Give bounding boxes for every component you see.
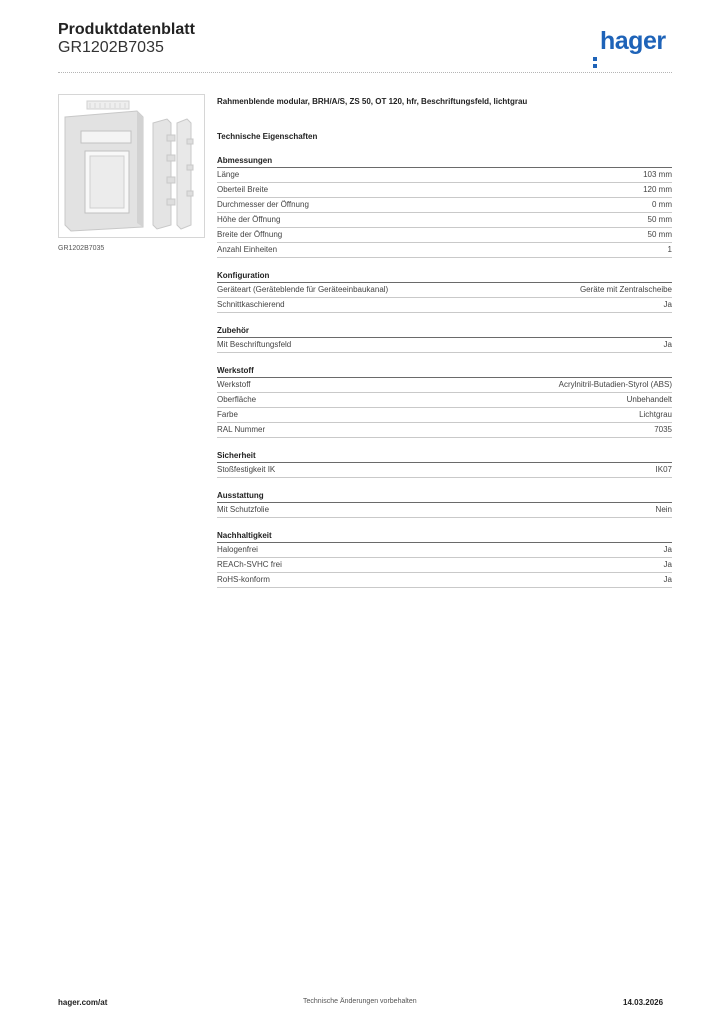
product-details (217, 95, 672, 588)
property-label: Höhe der Öffnung (217, 215, 281, 224)
logo-text: hager (600, 27, 666, 55)
property-label: Schnittkaschierend (217, 300, 285, 309)
section-title: Konfiguration (217, 270, 672, 283)
property-row (217, 408, 672, 423)
property-value: Unbehandelt (626, 395, 672, 404)
property-value: Lichtgrau (639, 410, 672, 419)
property-row (217, 573, 672, 588)
property-row (217, 183, 672, 198)
property-row (217, 198, 672, 213)
property-section (217, 490, 672, 518)
property-label: REACh-SVHC frei (217, 560, 282, 569)
property-sections (217, 155, 672, 588)
property-value: 7035 (654, 425, 672, 434)
footer-date: 14.03.2026 (623, 998, 664, 1007)
property-value: Ja (663, 560, 672, 569)
property-value: Nein (655, 505, 672, 514)
property-label: Stoßfestigkeit IK (217, 465, 276, 474)
property-value: 103 mm (643, 170, 672, 179)
property-value: Ja (663, 575, 672, 584)
property-value: IK07 (655, 465, 672, 474)
section-title: Zubehör (217, 325, 672, 338)
property-label: RoHS-konform (217, 575, 270, 584)
property-value: 50 mm (647, 215, 672, 224)
property-label: RAL Nummer (217, 425, 266, 434)
product-description: Rahmenblende modular, BRH/A/S, ZS 50, OT 120, hfr, Beschriftungsfeld, lichtgrau (217, 97, 528, 106)
property-row (217, 168, 672, 183)
footer-website-link[interactable]: hager.com/at (58, 998, 108, 1007)
property-value: 0 mm (652, 200, 672, 209)
property-row (217, 503, 672, 518)
property-row (217, 378, 672, 393)
property-label: Durchmesser der Öffnung (217, 200, 309, 209)
document-title: Produktdatenblatt (58, 21, 195, 38)
property-label: Länge (217, 170, 240, 179)
property-value: Ja (663, 340, 672, 349)
property-row (217, 228, 672, 243)
technical-properties-heading: Technische Eigenschaften (217, 132, 318, 141)
property-label: Breite der Öffnung (217, 230, 283, 239)
property-value: 1 (667, 245, 672, 254)
footer-notice: Technische Änderungen vorbehalten (303, 998, 417, 1005)
property-row (217, 558, 672, 573)
property-row (217, 338, 672, 353)
property-label: Mit Schutzfolie (217, 505, 270, 514)
property-value: Ja (663, 545, 672, 554)
property-row (217, 283, 672, 298)
property-section (217, 270, 672, 313)
hager-logo[interactable] (593, 27, 666, 56)
property-label: Farbe (217, 410, 238, 419)
property-row (217, 543, 672, 558)
property-section (217, 325, 672, 353)
property-label: Oberfläche (217, 395, 257, 404)
property-label: Mit Beschriftungsfeld (217, 340, 292, 349)
property-label: Geräteart (Geräteblende für Geräteeinbaukanal) (217, 285, 389, 294)
property-value: 50 mm (647, 230, 672, 239)
section-title: Ausstattung (217, 490, 672, 503)
article-number: GR1202B7035 (58, 39, 164, 56)
property-section (217, 450, 672, 478)
property-label: Halogenfrei (217, 545, 258, 554)
section-title: Nachhaltigkeit (217, 530, 672, 543)
property-value: Acrylnitril-Butadien-Styrol (ABS) (558, 380, 672, 389)
header-divider (58, 72, 672, 73)
property-label: Werkstoff (217, 380, 251, 389)
property-value: Ja (663, 300, 672, 309)
property-row (217, 463, 672, 478)
property-section (217, 155, 672, 258)
property-row (217, 423, 672, 438)
property-section (217, 530, 672, 588)
property-section (217, 365, 672, 438)
property-row (217, 213, 672, 228)
property-value: 120 mm (643, 185, 672, 194)
property-label: Anzahl Einheiten (217, 245, 278, 254)
property-row (217, 243, 672, 258)
section-title: Werkstoff (217, 365, 672, 378)
product-image (58, 94, 205, 238)
section-title: Abmessungen (217, 155, 672, 168)
section-title: Sicherheit (217, 450, 672, 463)
product-illustration-icon (59, 95, 204, 237)
property-label: Oberteil Breite (217, 185, 269, 194)
property-value: Geräte mit Zentralscheibe (579, 285, 672, 294)
image-caption: GR1202B7035 (58, 245, 105, 252)
property-row (217, 393, 672, 408)
property-row (217, 298, 672, 313)
